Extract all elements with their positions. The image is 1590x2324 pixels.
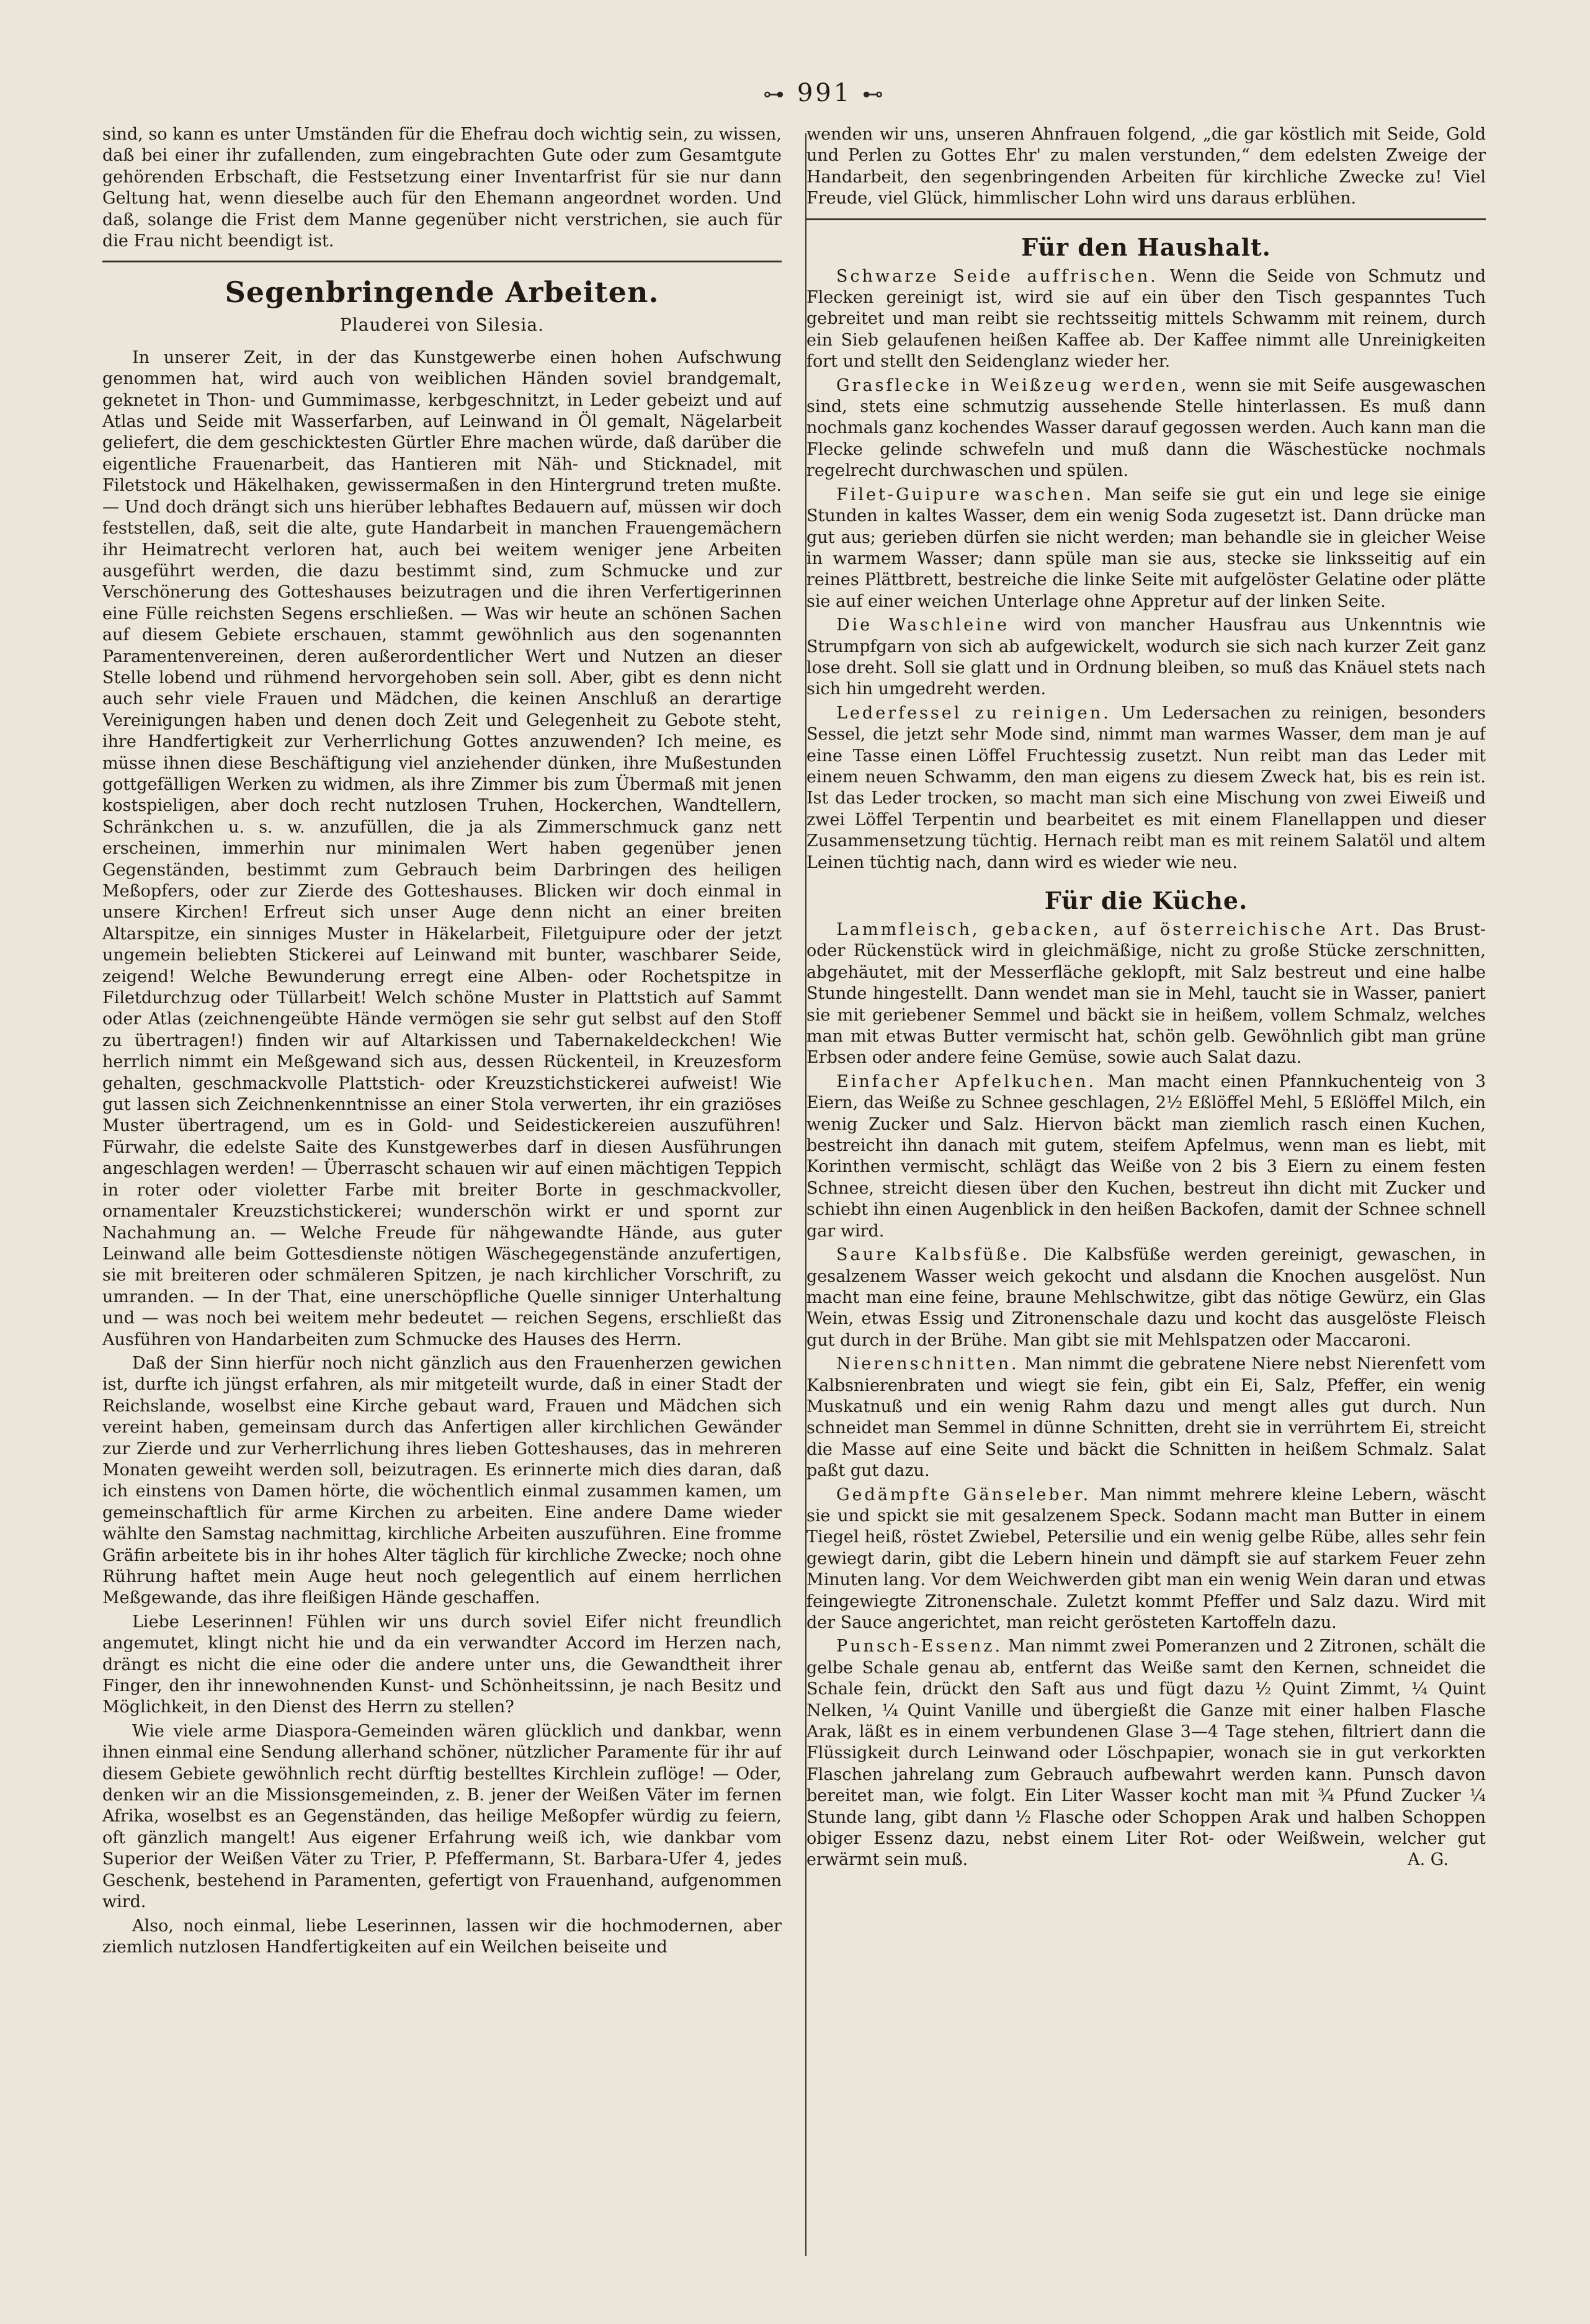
recipe-paragraph [806,1245,1486,1351]
recipe-text: Man macht einen Pfannkuchenteig von 3 Eiern, das Weiße zu Schnee geschlagen, 2½ Eßlöffel Mehl, 5 Eßlöffel Milch, ein wenig Zucker und Salz. Hiervon bäckt man ziemlich rasch einen Kuchen, bestreicht ihn danach mit gutem, steifem Apfelmus, wenn man es liebt, mit Korinthen vermischt, schlägt das Weiße von 2 bis 3 Eiern zu einem festen Schnee, streicht diesen über den Kuchen, bestreut ihn dicht mit Zucker und schiebt ihn einen Augenblick in den heißen Backofen, damit der Schnee schnell gar wird. [806,1071,1486,1241]
tip-text: Wenn die Seide von Schmutz und Flecken gereinigt ist, wird sie auf ein über den Tisch gespanntes Tuch gebreitet und man reibt sie rechtsseitig mittels Schwamm mit reinem, durch ein Sieb gelaufenen heißen Kaffee ab. Der Kaffee nimmt alle Unreinigkeiten fort und stellt den Seidenglanz wieder her. [806,266,1486,372]
recipe-heading: Saure Kalbsfüße. [836,1245,1030,1265]
tip-paragraph [806,375,1486,482]
article-paragraph: Wie viele arme Diaspora-Gemeinden wären glücklich und dankbar, wenn ihnen einmal eine Sendung allerhand schöner, nützlicher Paramente für ihr auf diesem Gebiete gewöhnlich recht dürftig bestelltes Kirchlein zuflöge! — Oder, denken wir an die Missionsgemeinden, z. B. jener der Weißen Väter im fernen Afrika, woselbst es an Gegenständen, das heilige Meßopfer würdig zu feiern, oft gänzlich mangelt! Aus eigener Erfahrung weiß ich, wie dankbar vom Superior der Weißen Väter zu Trier, P. Pfeffermann, St. Barbara-Ufer 4, jedes Geschenk, bestehend in Paramenten, gefertigt von Frauenhand, aufgenommen wird. [102,1721,782,1912]
tip-text: Um Ledersachen zu reinigen, besonders Sessel, die jetzt sehr Mode sind, nimmt man warmes Wasser, dem man je auf eine Tasse einen Löffel Fruchtessig zusetzt. Nun reibt man das Leder mit einem neuen Schwamm, den man eigens zu diesem Zweck hat, bis es rein ist. Ist das Leder trocken, so macht man sich eine Mischung von zwei Eiweiß und zwei Löffel Terpentin und bearbeitet es mit einem Flanellappen und dieser Zusammensetzung tüchtig. Hernach reibt man es mit reinem Salatöl und altem Leinen tüchtig nach, dann wird es wieder wie neu. [806,703,1486,872]
article-paragraph: In unserer Zeit, in der das Kunstgewerbe einen hohen Aufschwung genommen hat, wird auch von weiblichen Händen soviel brandgemalt, geknetet in Thon- und Gummimasse, kerbgeschnitzt, in Leder gebeizt und auf Atlas und Seide mit Wasserfarben, auf Leinwand in Öl gemalt, Nägelarbeit geliefert, die dem geschicktesten Gürtler Ehre machen würde, daß darüber die eigentliche Frauenarbeit, das Hantieren mit Näh- und Sticknadel, mit Filetstock und Häkelhaken, gewissermaßen in den Hintergrund treten mußte. — Und doch drängt sich uns hierüber lebhaftes Bedauern auf, müssen wir doch feststellen, daß, seit die alte, gute Handarbeit in manchen Frauengemächern ihr Heimatrecht verloren hat, auch bei weitem weniger jene Arbeiten ausgeführt werden, die dazu bestimmt sind, zum Schmucke und zur Verschönerung des Gotteshauses beizutragen und die ihren Verfertigerinnen eine Fülle reichsten Segens erschließen. — Was wir heute an schönen Sachen auf diesem Gebiete erschauen, stammt gewöhnlich aus den sogenannten Paramentenvereinen, deren außerordentlicher Wert und Nutzen an dieser Stelle lobend und rühmend hervorgehoben sein soll. Aber, gibt es denn nicht auch sehr viele Frauen und Mädchen, die keinen Anschluß an derartige Vereinigungen haben und denen doch Zeit und Gelegenheit zu Gebote steht, ihre Handfertigkeit zur Verherrlichung Gottes anzuwenden? Ich meine, es müsse ihnen diese Beschäftigung viel anziehender dünken, ihre Mußestunden gottgefälligen Werken zu widmen, als ihre Zimmer bis zum Übermaß mit jenen kostspieligen, aber doch recht nutzlosen Truhen, Hockerchen, Wandtellern, Schränkchen u. s. w. anzufüllen, die ja als Zimmerschmuck ganz nett erscheinen, immerhin nur minimalen Wert haben gegenüber jenen Gegenständen, bestimmt zum Gebrauch beim Darbringen des heiligen Meßopfers, oder zur Zierde des Gotteshauses. Blicken wir doch einmal in unsere Kirchen! Erfreut sich unser Auge denn nicht an einer breiten Altarspitze, ein sinniges Muster in Häkelarbeit, Filetguipure oder der jetzt ungemein beliebten Stickerei auf Leinwand mit bunter, waschbarer Seide, zeigend! Welche Bewunderung erregt eine Alben- oder Rochetspitze in Filetdurchzug oder Tüllarbeit! Welch schöne Muster in Plattstich auf Sammt oder Atlas (zeichnengeübte Hände vermögen sie sehr gut selbst auf den Stoff zu übertragen!) finden wir auf Altarkissen und Tabernakeldeckchen! Wie herrlich nimmt ein Meßgewand sich aus, dessen Rückenteil, in Kreuzesform gehalten, geschmackvolle Plattstich- oder Kreuzstichstickerei aufweist! Wie gut lassen sich Zeichnenkenntnisse an einer Stola verwerten, ihr ein graziöses Muster übertragend, um es in Gold- und Seidestickereien auszuführen! Fürwahr, die edelste Saite des Kunstgewerbes darf in diesen Ausführungen angeschlagen werden! — Überrascht schauen wir auf einen mächtigen Teppich in roter oder violetter Farbe mit breiter Borte in geschmackvoller, ornamentaler Kreuzstichstickerei; wunderschön wirkt er und spornt zur Nachahmung an. — Welche Freude für nähgewandte Hände, aus guter Leinwand alle beim Gottesdienste nötigen Wäschegegenstände anzufertigen, sie mit breiteren oder schmäleren Spitzen, je nach kirchlicher Vorschrift, zu umranden. — In der That, eine unerschöpfliche Quelle sinniger Unterhaltung und — was noch bei weitem mehr bedeutet — reichen Segens, erschließt das Ausführen von Handarbeiten zum Schmucke des Hauses des Herrn. [102,347,782,1349]
left-column [102,124,782,2233]
recipe-paragraph [806,1485,1486,1634]
left-intro-text: sind, so kann es unter Umständen für die Ehefrau doch wichtig sein, zu wissen, daß bei einer ihr zufallenden, zum eingebrachten Gute oder zum Gesamtgute gehörenden Erbschaft, die Festsetzung einer Inventarfrist für sie nur dann Geltung hat, wenn dieselbe auch für den Ehemann angeordnet worden. Und daß, solange die Frist dem Manne gegenüber nicht verstrichen, sie auch für die Frau nicht beendigt ist. [102,125,782,251]
recipe-heading: Einfacher Apfelkuchen. [836,1071,1096,1091]
tip-text: wenn sie mit Seife ausgewaschen sind, stets eine schmutzig aussehende Stelle hinterlassen. Es muß dann nochmals ganz kochendes Wasser darauf gegossen werden. Auch kann man die Flecke gelinde schwefeln und muß dann die Wäschestücke nochmals regelrecht durchwaschen und spülen. [806,375,1486,481]
article-paragraph: Also, noch einmal, liebe Leserinnen, lassen wir die hochmodernen, aber ziemlich nutzlosen Handfertigkeiten auf ein Weilchen beiseite und [102,1916,782,1957]
recipe-text: Das Brust- oder Rückenstück wird in gleichmäßige, nicht zu große Stücke zerschnitten, abgehäutet, mit der Messerfläche geklopft, mit Salz bestreut und eine halbe Stunde hingestellt. Dann wendet man sie in Mehl, taucht sie in Wasser, paniert sie mit geriebener Semmel und bäckt sie in heißem, vollem Schmalz, welches man mit etwas Butter vermischt hat, schön gelb. Gewöhnlich gibt man grüne Erbsen oder andere feine Gemüse, sowie auch Salat dazu. [806,920,1486,1068]
article-paragraph: Liebe Leserinnen! Fühlen wir uns durch soviel Eifer nicht freundlich angemutet, klingt nicht hie und da ein verwandter Accord im Herzen nach, drängt es nicht die eine oder die andere unter uns, die Gewandtheit ihrer Finger, den ihr innewohnenden Kunst- und Schönheitssinn, je nach Besitz und Möglichkeit, in den Dienst des Herrn zu stellen? [102,1612,782,1717]
recipe-text: Die Kalbsfüße werden gereinigt, gewaschen, in gesalzenem Wasser weich gekocht und alsdann die Knochen ausgelöst. Nun macht man eine feine, braune Mehlschwitze, gibt das nötige Gewürz, ein Glas Wein, etwas Essig und Zitronenschale dazu und kocht das ausgelöste Fleisch gut durch in der Brühe. Man gibt sie mit Mehlspatzen oder Maccaroni. [806,1245,1486,1350]
recipe-heading: Lammfleisch, gebacken, auf österreichische Art. [836,920,1383,939]
recipe-text: Man nimmt zwei Pomeranzen und 2 Zitronen, schält die gelbe Schale genau ab, entfernt das Weiße samt den Kernen, schneidet die Schale fein, drückt den Saft aus und fügt dazu ½ Quint Zimmt, ¼ Quint Nelken, ¼ Quint Vanille und übergießt die Ganze mit einer halben Flasche Arak, läßt es in einem verbundenen Glase 3—4 Tage stehen, filtriert dann die Flüssigkeit durch Leinwand oder Löschpapier, wonach sie in gut verkorkten Flaschen jahrelang zum Gebrauch aufbewahrt werden kann. Punsch davon bereitet man, wie folgt. Ein Liter Wasser kocht man mit ¾ Pfund Zucker ¼ Stunde lang, gibt dann ½ Flasche oder Schoppen Arak und halben Schoppen obiger Essenz dazu, nebst einem Liter Rot- oder Weißwein, welcher gut erwärmt sein muß. [806,1637,1486,1870]
tip-heading: Schwarze Seide auffrischen. [836,266,1158,286]
section-rule [806,218,1486,220]
right-intro-text: wenden wir uns, unseren Ahnfrauen folgend, „die gar köstlich mit Seide, Gold und Perlen zu Gottes Ehr' zu malen verstunden,“ dem edelsten Zweige der Handarbeit, den segenbringenden Arbeiten für kirchliche Zwecke zu! Viel Freude, viel Glück, himmlischer Lohn wird uns daraus erblühen. [806,125,1486,208]
tip-paragraph [806,703,1486,874]
recipe-text: Man nimmt die gebratene Niere nebst Nierenfett vom Kalbsnierenbraten und wiegt sie fein, gibt ein Ei, Salz, Pfeffer, ein wenig Muskatnuß und ein wenig Rahm dazu und mengt alles gut durch. Nun schneidet man Semmel in dünne Schnitten, dreht sie in verrührtem Ei, streicht die Masse auf eine Seite und bäckt die Schnitten in heißem Schmalz. Salat paßt gut dazu. [806,1354,1486,1481]
page-folio [102,74,1547,112]
recipe-text: Man nimmt mehrere kleine Lebern, wäscht sie und spickt sie mit gesalzenem Speck. Sodann macht man Butter in einem Tiegel heiß, röstet Zwiebel, Petersilie und ein wenig gelbe Rübe, alles sehr fein gewiegt darin, gibt die Lebern hinein und dämpft sie auf starkem Feuer zehn Minuten lang. Vor dem Weichwerden gibt man ein wenig Wein daran und etwas feingewiegte Zitronenschale. Zuletzt kommt Pfeffer und Salz dazu. Wird mit der Sauce angerichtet, man reicht gerösteten Kartoffeln dazu. [806,1485,1486,1632]
section-rule [102,261,782,262]
recipe-heading: Punsch-Essenz. [836,1637,1003,1656]
recipe-paragraph [806,919,1486,1069]
recipe-paragraph [806,1071,1486,1242]
tip-heading: Filet-Guipure waschen. [836,485,1094,504]
tip-text: Man seife sie gut ein und lege sie einige Stunden in kaltes Wasser, dem ein wenig Soda zugesetzt ist. Dann drücke man gut aus; gerieben dürfen sie nicht werden; man behandle sie in gleicher Weise in warmem Wasser; dann spüle man sie aus, stecke sie linksseitig auf ein reines Plättbrett, bestreiche die linke Seite mit aufgelöster Gelatine oder plätte sie auf einer weichen Unterlage ohne Appretur auf der linken Seite. [806,485,1486,611]
article-title: Segenbringende Arbeiten. [225,275,659,310]
page-number: 991 [797,79,852,107]
tip-heading: Lederfessel zu reinigen. [836,703,1111,723]
article-paragraph: Daß der Sinn hierfür noch nicht gänzlich aus den Frauenherzen gewichen ist, durfte ich jüngst erfahren, als mir mitgeteilt wurde, daß in einer Stadt der Reichslande, woselbst eine Kirche gebaut ward, Frauen und Mädchen sich vereint haben, gemeinsam durch das Anfertigen aller kirchlichen Gewänder zur Zierde und zur Verherrlichung ihres lieben Gotteshauses, das in mehreren Monaten geweiht werden soll, beizutragen. Es erinnerte mich dies daran, daß ich einstens von Damen hörte, die wöchentlich einmal zusammen kamen, um gemeinschaftlich für arme Kirchen zu arbeiten. Eine andere Dame wieder wählte den Samstag nachmittag, kirchliche Arbeiten auszuführen. Eine fromme Gräfin arbeitete bis in ihr hohes Alter täglich für kirchliche Zwecke; noch ohne Rührung haftet mein Auge heut noch gelegentlich auf einem herrlichen Meßgewande, das ihre fleißigen Hände geschaffen. [102,1353,782,1608]
section-title-kueche: Für die Küche. [1044,887,1248,914]
folio-ornament-right: ⊷ [862,82,886,107]
article-byline: Plauderei von Silesia. [339,315,544,336]
tip-paragraph [806,615,1486,700]
tip-paragraph [806,485,1486,612]
tip-paragraph [806,266,1486,373]
author-signature: A. G. [1408,1850,1449,1870]
tip-text: wird von mancher Hausfrau aus Unkenntnis wie Strumpfgarn von sich ab aufgewickelt, wodurch sie sich nach kurzer Zeit ganz lose dreht. Soll sie glatt und in Ordnung bleiben, so muß das Knäuel stets nach sich hin umgedreht werden. [806,615,1486,699]
right-column [806,124,1486,2233]
recipe-paragraph [806,1354,1486,1482]
recipe-heading: Gedämpfte Gänseleber. [836,1485,1091,1504]
section-title-haushalt: Für den Haushalt. [1021,233,1271,261]
folio-ornament-left: ⊶ [763,82,787,107]
tip-heading: Die Waschleine [836,615,1010,635]
recipe-heading: Nierenschnitten. [836,1354,1019,1374]
recipe-paragraph [806,1636,1486,1870]
column-divider [805,133,806,2256]
tip-heading: Grasflecke in Weißzeug werden, [836,375,1189,395]
